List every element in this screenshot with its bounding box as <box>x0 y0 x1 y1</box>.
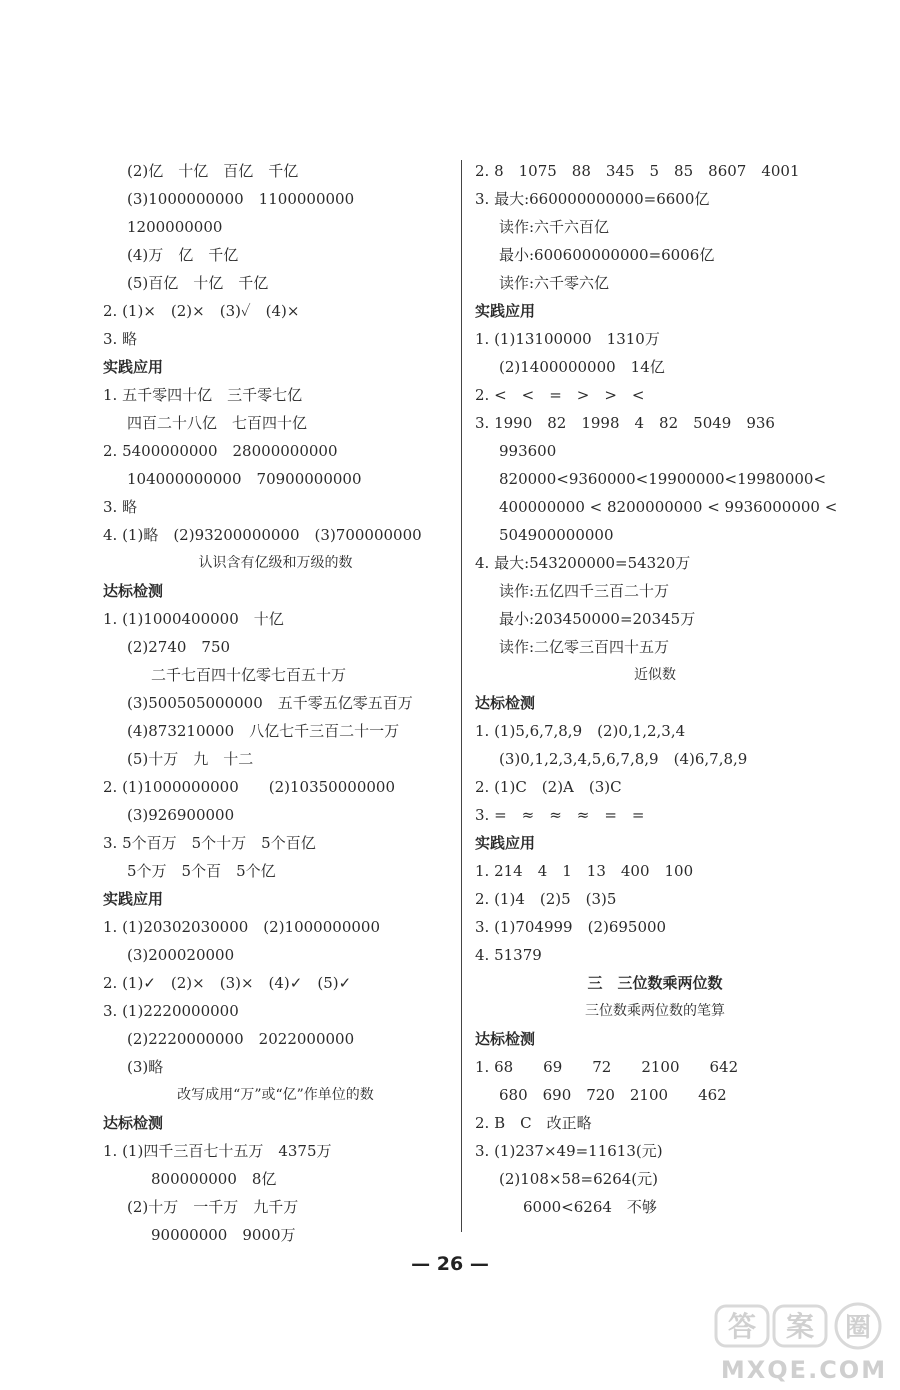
left-answer-line: 3. 略 <box>103 498 138 516</box>
left-answer-line: (2)十万 一千万 九千万 <box>127 1198 299 1216</box>
left-answer-line: 3. (1)2220000000 <box>103 1002 239 1020</box>
right-answer-line: 1. 68 69 72 2100 642 <box>475 1058 739 1076</box>
right-answer-line: 1. 214 4 1 13 400 100 <box>475 862 694 880</box>
right-answer-line: 读作:五亿四千三百二十万 <box>499 582 670 600</box>
left-answer-line: 3. 略 <box>103 330 138 348</box>
section-heading: 达标检测 <box>103 582 164 600</box>
left-answer-line: (3)200020000 <box>127 946 235 964</box>
section-heading: 实践应用 <box>475 834 536 852</box>
svg-text:答: 答 <box>727 1310 757 1343</box>
left-answer-line: (3)1000000000 1100000000 <box>127 190 355 208</box>
left-answer-line: 4. (1)略 (2)93200000000 (3)700000000 <box>103 526 422 544</box>
right-answer-line: (2)1400000000 14亿 <box>499 358 665 376</box>
left-answer-line: 二千七百四十亿零七百五十万 <box>151 666 347 684</box>
left-answer-line: (2)亿 十亿 百亿 千亿 <box>127 162 299 180</box>
right-answer-line: 680 690 720 2100 462 <box>499 1086 727 1104</box>
right-answer-line: 504900000000 <box>499 526 614 544</box>
right-answer-line: 3. 1990 82 1998 4 82 5049 936 <box>475 414 775 432</box>
right-answer-line: 400000000 < 8200000000 < 9936000000 < <box>499 498 838 516</box>
right-answer-line: 993600 <box>499 442 557 460</box>
right-answer-line: 3. 最大:660000000000=6600亿 <box>475 190 710 208</box>
right-answer-line: (3)0,1,2,3,4,5,6,7,8,9 (4)6,7,8,9 <box>499 750 748 768</box>
left-answer-line: 2. (1)1000000000 (2)10350000000 <box>103 778 395 796</box>
left-answer-line: (3)926900000 <box>127 806 235 824</box>
right-answer-line: 4. 最大:543200000=54320万 <box>475 554 691 572</box>
right-answer-line: 读作:六千六百亿 <box>499 218 610 236</box>
left-answer-line: 5个万 5个百 5个亿 <box>127 862 276 880</box>
right-answer-line: 2. 8 1075 88 345 5 85 8607 4001 <box>475 162 800 180</box>
right-answer-line: 最小:203450000=20345万 <box>499 610 696 628</box>
section-title: 三位数乘两位数的笔算 <box>585 1003 725 1019</box>
right-answer-line: 读作:二亿零三百四十五万 <box>499 638 670 656</box>
right-answer-line: (2)108×58=6264(元) <box>499 1170 658 1188</box>
left-answer-line: 1200000000 <box>127 218 223 236</box>
section-title: 近似数 <box>634 667 676 683</box>
section-heading: 达标检测 <box>475 1030 536 1048</box>
right-answer-line: 820000<9360000<19900000<19980000< <box>499 470 827 488</box>
right-answer-line: 2. < < = > > < <box>475 386 645 404</box>
svg-text:案: 案 <box>785 1310 815 1343</box>
left-answer-line: (5)百亿 十亿 千亿 <box>127 274 269 292</box>
section-heading: 实践应用 <box>103 358 164 376</box>
left-answer-line: 104000000000 70900000000 <box>127 470 362 488</box>
left-answer-line: 1. 五千零四十亿 三千零七亿 <box>103 386 303 404</box>
left-answer-line: (3)略 <box>127 1058 164 1076</box>
left-answer-line: 800000000 8亿 <box>151 1170 277 1188</box>
left-answer-line: (2)2740 750 <box>127 638 231 656</box>
section-heading: 达标检测 <box>103 1114 164 1132</box>
left-answer-line: 1. (1)1000400000 十亿 <box>103 610 284 628</box>
right-answer-line: 3. (1)237×49=11613(元) <box>475 1142 663 1160</box>
left-answer-line: (4)万 亿 千亿 <box>127 246 239 264</box>
left-answer-line: 2. (1)× (2)× (3)✓ (4)× <box>103 302 300 320</box>
page-number: — 26 — <box>411 1253 489 1275</box>
left-answer-line: (4)873210000 八亿七千三百二十一万 <box>127 722 400 740</box>
watermark-logo <box>712 1300 897 1385</box>
right-answer-line: 6000<6264 不够 <box>523 1198 657 1216</box>
left-answer-line: 四百二十八亿 七百四十亿 <box>127 414 308 432</box>
svg-text:圈: 圈 <box>844 1313 872 1343</box>
right-answer-line: 3. = ≈ ≈ ≈ = = <box>475 806 645 824</box>
right-answer-line: 读作:六千零六亿 <box>499 274 610 292</box>
right-answer-line: 3. (1)704999 (2)695000 <box>475 918 667 936</box>
svg-text:MXQE.COM: MXQE.COM <box>720 1356 888 1384</box>
right-column <box>475 157 838 1221</box>
left-answer-line: 1. (1)20302030000 (2)1000000000 <box>103 918 380 936</box>
section-heading: 达标检测 <box>475 694 536 712</box>
right-answer-line: 最小:600600000000=6006亿 <box>499 246 715 264</box>
left-answer-line: 2. 5400000000 28000000000 <box>103 442 338 460</box>
section-title: 三 三位数乘两位数 <box>587 974 723 992</box>
left-answer-line: 3. 5个百万 5个十万 5个百亿 <box>103 834 316 852</box>
left-answer-line: (5)十万 九 十二 <box>127 750 254 768</box>
section-heading: 实践应用 <box>475 302 536 320</box>
left-answer-line: 1. (1)四千三百七十五万 4375万 <box>103 1142 332 1160</box>
right-answer-line: 2. (1)4 (2)5 (3)5 <box>475 890 617 908</box>
right-answer-line: 2. B C 改正略 <box>475 1114 592 1132</box>
left-answer-line: (2)2220000000 2022000000 <box>127 1030 355 1048</box>
column-divider <box>461 160 462 1232</box>
section-title: 改写成用“万”或“亿”作单位的数 <box>177 1087 374 1103</box>
section-title: 认识含有亿级和万级的数 <box>198 555 353 571</box>
section-heading: 实践应用 <box>103 890 164 908</box>
right-answer-line: 2. (1)C (2)A (3)C <box>475 778 622 796</box>
left-answer-line: 2. (1)✓ (2)× (3)× (4)✓ (5)✓ <box>103 974 352 992</box>
right-answer-line: 1. (1)5,6,7,8,9 (2)0,1,2,3,4 <box>475 722 686 740</box>
left-answer-line: (3)500505000000 五千零五亿零五百万 <box>127 694 413 712</box>
left-column <box>103 157 448 1249</box>
left-answer-line: 90000000 9000万 <box>151 1226 296 1244</box>
right-answer-line: 4. 51379 <box>475 946 542 964</box>
right-answer-line: 1. (1)13100000 1310万 <box>475 330 660 348</box>
